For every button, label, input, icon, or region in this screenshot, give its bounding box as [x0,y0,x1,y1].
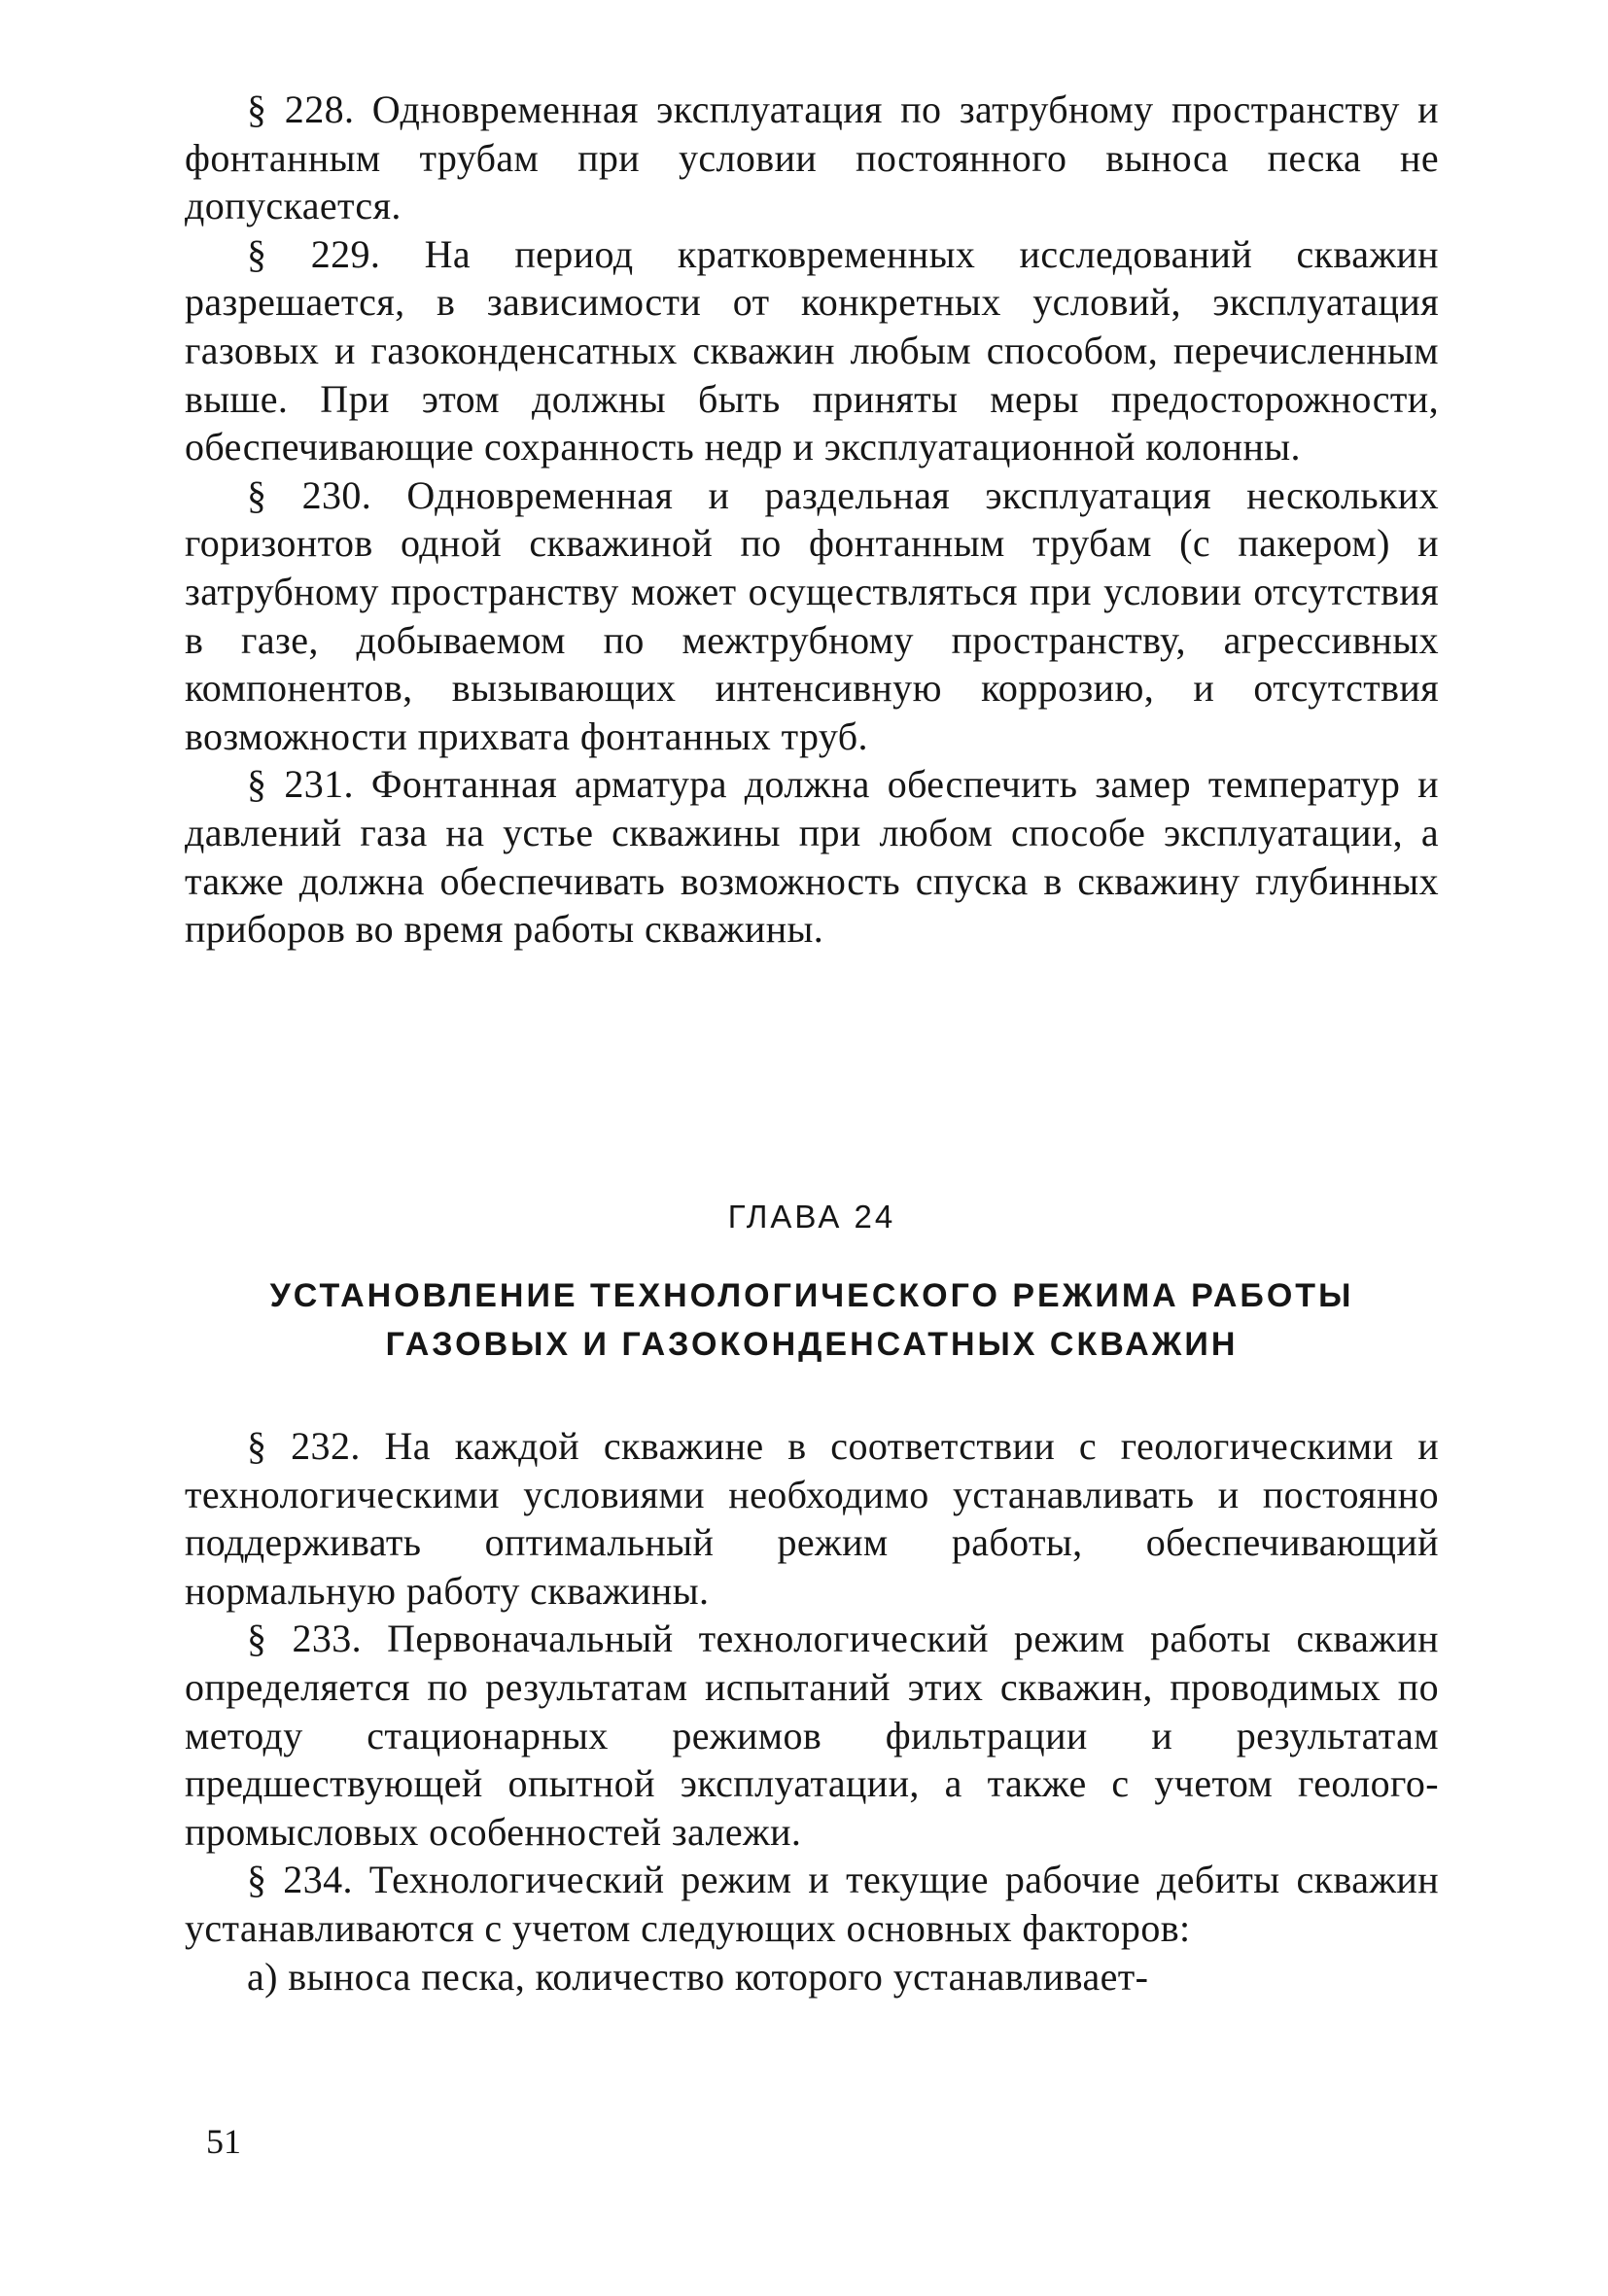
paragraph-233: § 233. Первоначальный технологический режим работы скважин определяется по результатам испытаний этих скважин, проводимых по методу стационарных режимов фильтрации и результатам предшествующей опытной эксплуатации, а также с учетом геолого-промысловых особенностей залежи. [185,1617,1439,1854]
chapter-label: ГЛАВА 24 [727,1199,896,1235]
chapter-title [185,1271,1439,1369]
section-paragraphs-232-234 [185,1422,1439,2000]
paragraph-234: § 234. Технологический режим и текущие рабочие дебиты скважин устанавливаются с учетом следующих основных факторов: [185,1858,1439,1950]
list-item-a: а) выноса песка, количество которого устанавливает- [247,1954,1149,1999]
paragraph-229: § 229. На период кратковременных исследований скважин разрешается, в зависимости от конкретных условий, эксплуатация газовых и газоконденсатных скважин любым способом, перечисленным выше. При этом должны быть приняты меры предосторожности, обеспечивающие сохранность недр и эксплуатационной колонны. [185,231,1439,470]
paragraph-230: § 230. Одновременная и раздельная эксплуатация нескольких горизонтов одной скважиной по фонтанным трубам (с пакером) и затрубному пространству может осуществляться при условии отсутствия в газе, добываемом по межтрубному пространству, агрессивных компонентов, вызывающих интенсивную коррозию, и отсутствия возможности прихвата фонтанных труб. [185,472,1439,758]
chapter-title-line-1: УСТАНОВЛЕНИЕ ТЕХНОЛОГИЧЕСКОГО РЕЖИМА РАБОТЫ [269,1277,1354,1314]
section-paragraphs-228-231 [185,86,1439,954]
chapter-title-line-2: ГАЗОВЫХ И ГАЗОКОНДЕНСАТНЫХ СКВАЖИН [385,1326,1239,1363]
paragraph-228: § 228. Одновременная эксплуатация по затрубному пространству и фонтанным трубам при условии постоянного выноса песка не допускается. [185,87,1439,228]
page-number: 51 [206,2122,241,2161]
paragraph-231: § 231. Фонтанная арматура должна обеспечить замер температур и давлений газа на устье скважины при любом способе эксплуатации, а также должна обеспечивать возможность спуска в скважину глубинных приборов во время работы скважины. [185,762,1439,952]
paragraph-232: § 232. На каждой скважине в соответствии с геологическими и технологическими условиями необходимо устанавливать и постоянно поддерживать оптимальный режим работы, обеспечивающий нормальную работу скважины. [185,1424,1439,1613]
